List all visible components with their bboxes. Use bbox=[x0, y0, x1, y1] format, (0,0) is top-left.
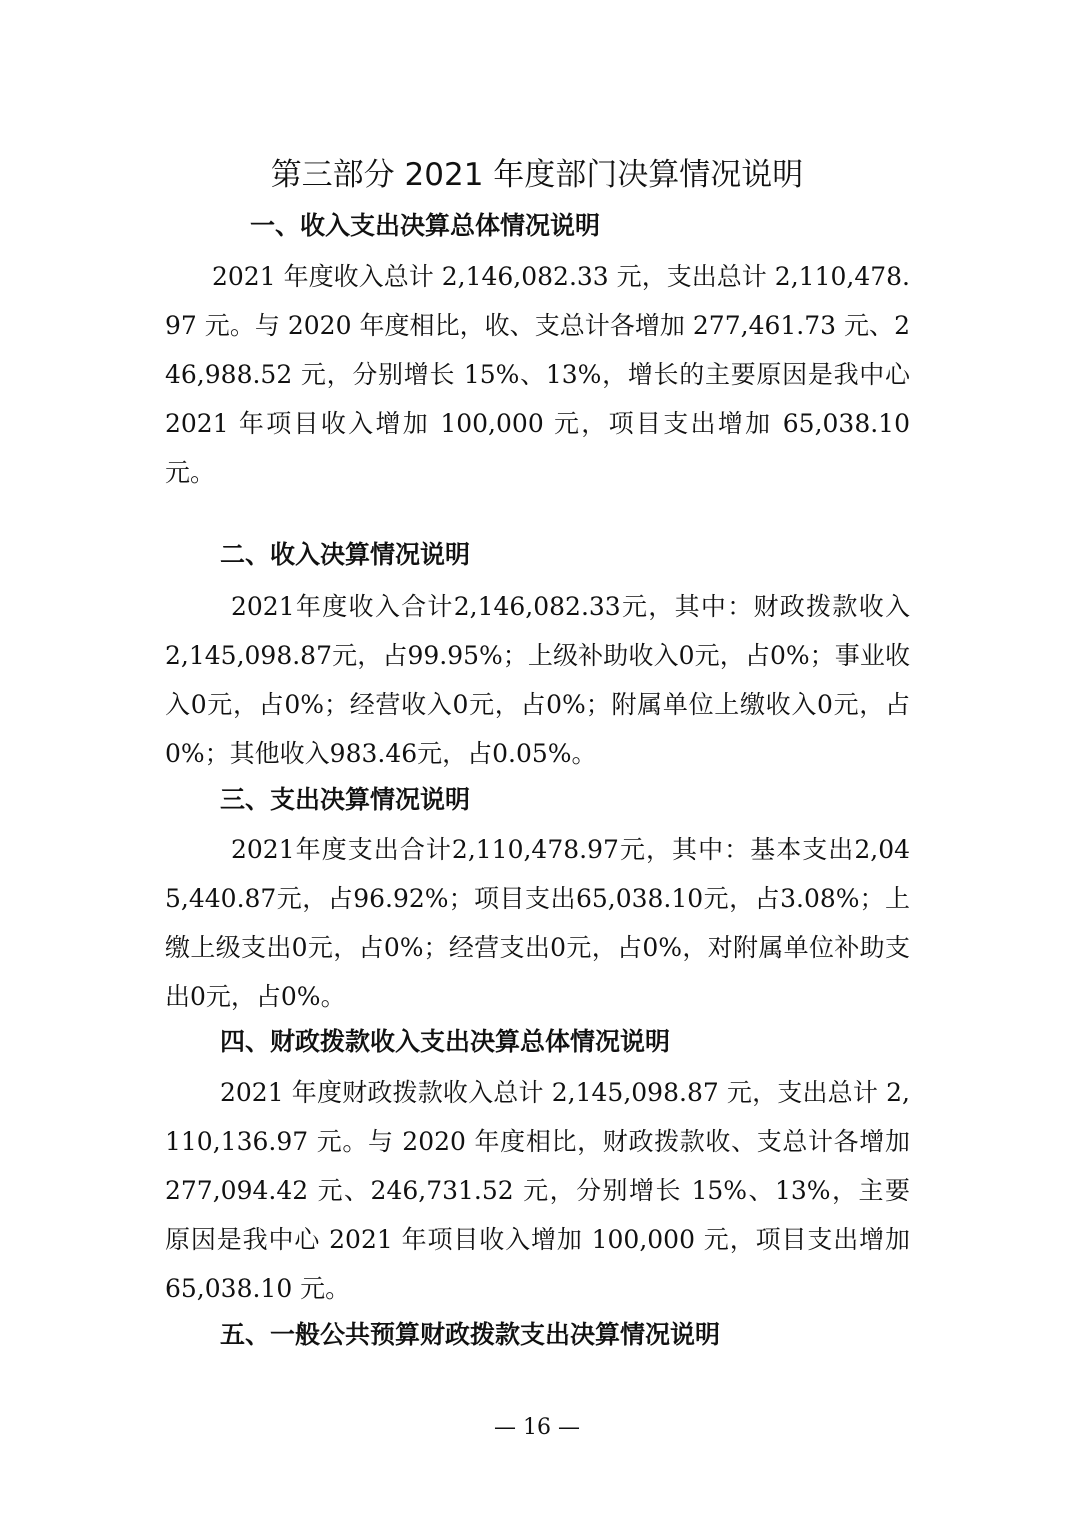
section-3-heading: 三、支出决算情况说明 bbox=[220, 785, 471, 814]
page-number: — 16 — bbox=[494, 1415, 580, 1440]
page-title: 第三部分 2021 年度部门决算情况说明 bbox=[270, 157, 804, 193]
section-5-heading: 五、一般公共预算财政拨款支出决算情况说明 bbox=[220, 1320, 721, 1349]
section-4-heading: 四、财政拨款收入支出决算总体情况说明 bbox=[220, 1027, 671, 1056]
section-2-paragraph: 2021年度收入合计2,146,082.33元，其中：财政拨款收入 2,145,098.87元，占99.95%；上级补助收入0元，占0%；事业收入0元，占0%；经营收入0元，占0%；附属单位上缴收入0元，占0%；其他收入983.46元，占0.05%。 bbox=[165, 592, 910, 768]
section-1-heading: 一、收入支出决算总体情况说明 bbox=[250, 211, 601, 240]
section-1-paragraph: 2021 年度收入总计 2,146,082.33 元，支出总计 2,110,478.97 元。与 2020 年度相比，收、支总计各增加 277,461.73 元、246,988.52 元，分别增长 15%、13%，增长的主要原因是我中心 2021 年项目收入增加 100,000 元，项目支出增加 65,038.10 元。 bbox=[165, 262, 910, 487]
section-4-paragraph: 2021 年度财政拨款收入总计 2,145,098.87 元，支出总计 2,110,136.97 元。与 2020 年度相比，财政拨款收、支总计各增加 277,094.42 元、246,731.52 元，分别增长 15%、13%，主要原因是我中心 2021 年项目收入增加 100,000 元，项目支出增加 65,038.10 元。 bbox=[165, 1078, 910, 1303]
section-2-heading: 二、收入决算情况说明 bbox=[220, 540, 471, 569]
section-3-paragraph: 2021年度支出合计2,110,478.97元，其中：基本支出2,045,440.87元，占96.92%；项目支出65,038.10元，占3.08%；上缴上级支出0元，占0%；经营支出0元，占0%，对附属单位补助支出0元，占0%。 bbox=[165, 835, 910, 1011]
